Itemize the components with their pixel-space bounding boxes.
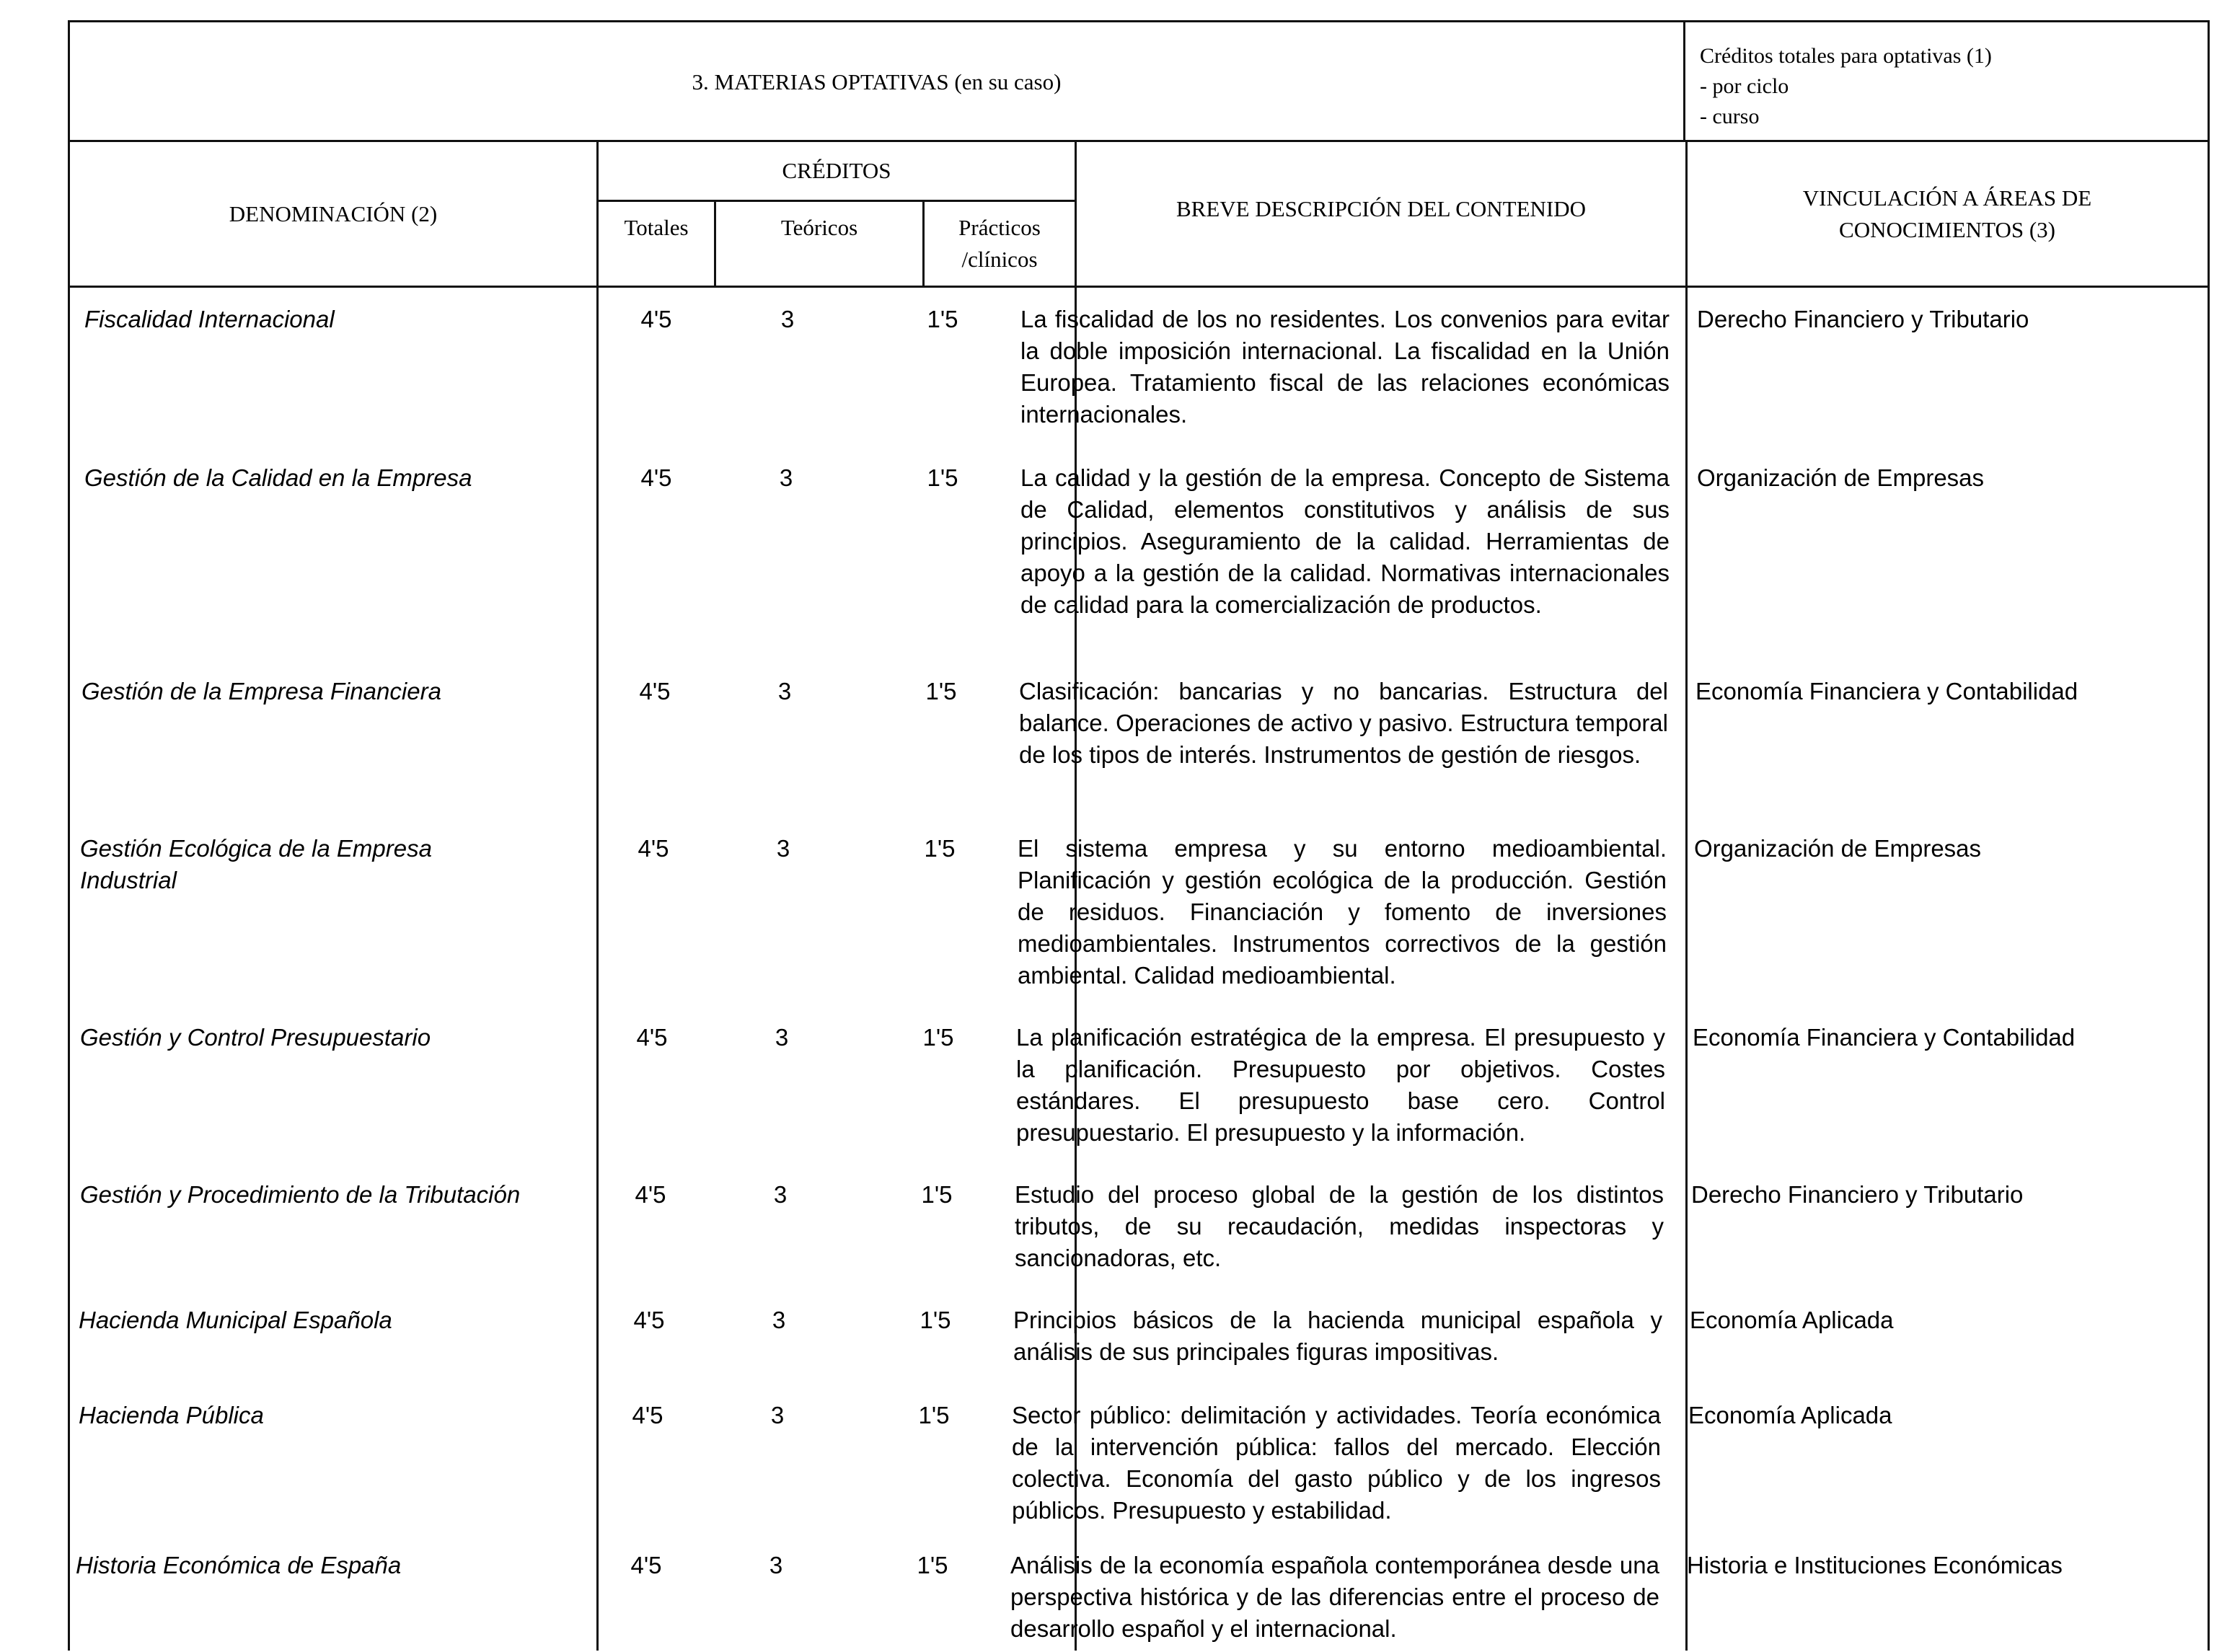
credits-totales: 4'5 bbox=[632, 1402, 663, 1428]
subject-description: La calidad y la gestión de la empresa. Concepto de Sistema de Calidad, elementos constitutivos y análisis de sus principios. Aseguramiento de la calidad. Herramientas de apoyo a la gestión de la calidad. Normativas internacionales de calidad para la comercialización de productos. bbox=[1020, 464, 1670, 618]
header-denominacion: DENOMINACIÓN (2) bbox=[229, 200, 438, 226]
subject-name: Historia Económica de España bbox=[76, 1552, 402, 1578]
credits-teoricos: 3 bbox=[772, 1307, 786, 1333]
credits-practicos: 1'5 bbox=[920, 1307, 951, 1333]
subject-name: Gestión de la Empresa Financiera bbox=[81, 678, 441, 704]
credits-total-info bbox=[1700, 41, 1992, 132]
subject-name: Gestión y Procedimiento de la Tributación bbox=[80, 1181, 521, 1208]
subject-description: La fiscalidad de los no residentes. Los convenios para evitar la doble imposición internacional. La fiscalidad en la Unión Europea. Tratamiento fiscal de las relaciones económicas internacionales. bbox=[1020, 306, 1670, 428]
credits-totales: 4'5 bbox=[633, 1307, 665, 1333]
table-title-row bbox=[68, 20, 2210, 140]
knowledge-area: Historia e Instituciones Económicas bbox=[1687, 1552, 2063, 1578]
subject-name: Gestión de la Calidad en la Empresa bbox=[84, 464, 472, 491]
knowledge-area: Derecho Financiero y Tributario bbox=[1697, 306, 2029, 332]
subject-description: Clasificación: bancarias y no bancarias. Estructura del balance. Operaciones de activo y pasivo. Estructura temporal de los tipos de interés. Instrumentos de gestión de riesgos. bbox=[1019, 678, 1668, 768]
credits-total-line: Créditos totales para optativas (1) bbox=[1700, 44, 1992, 68]
credits-practicos: 1'5 bbox=[925, 678, 957, 704]
subject-description: Principios básicos de la hacienda municipal española y análisis de sus principales figuras impositivas. bbox=[1013, 1307, 1662, 1365]
subject-description: Estudio del proceso global de la gestión de los distintos tributos, de su recaudación, medidas inspectoras y sancionadoras, etc. bbox=[1015, 1181, 1664, 1271]
credits-totales: 4'5 bbox=[640, 306, 672, 332]
credits-totales: 4'5 bbox=[638, 835, 669, 862]
knowledge-area: Organización de Empresas bbox=[1697, 464, 1985, 491]
credits-teoricos: 3 bbox=[775, 1024, 789, 1051]
credits-teoricos: 3 bbox=[770, 1402, 785, 1428]
header-descripcion: BREVE DESCRIPCIÓN DEL CONTENIDO bbox=[1176, 195, 1587, 221]
knowledge-area: Organización de Empresas bbox=[1694, 835, 1982, 862]
credits-practicos: 1'5 bbox=[917, 1552, 948, 1578]
knowledge-area: Economía Aplicada bbox=[1688, 1402, 1892, 1428]
header-practicos: Prácticos /clínicos bbox=[958, 215, 1041, 272]
credits-total-line: - curso bbox=[1700, 105, 1760, 128]
credits-teoricos: 3 bbox=[777, 678, 792, 704]
knowledge-area: Derecho Financiero y Tributario bbox=[1691, 1181, 2024, 1208]
header-totales: Totales bbox=[624, 215, 689, 240]
credits-practicos: 1'5 bbox=[921, 1181, 953, 1208]
credits-totales: 4'5 bbox=[636, 1024, 668, 1051]
credits-teoricos: 3 bbox=[776, 835, 790, 862]
knowledge-area: Economía Financiera y Contabilidad bbox=[1695, 678, 2078, 704]
header-creditos: CRÉDITOS bbox=[782, 158, 891, 183]
credits-totales: 4'5 bbox=[639, 678, 671, 704]
header-teoricos: Teóricos bbox=[780, 215, 858, 240]
column-header-row bbox=[68, 140, 2210, 288]
header-vinculacion: VINCULACIÓN A ÁREAS DE CONOCIMIENTOS (3) bbox=[1802, 185, 2092, 242]
subject-description: Análisis de la economía española contemporánea desde una perspectiva histórica y de las diferencias entre el proceso de desarrollo español y el internacional. bbox=[1010, 1552, 1659, 1642]
credits-teoricos: 3 bbox=[780, 306, 795, 332]
knowledge-area: Economía Financiera y Contabilidad bbox=[1693, 1024, 2076, 1051]
credits-practicos: 1'5 bbox=[924, 835, 956, 862]
subject-name: Gestión y Control Presupuestario bbox=[80, 1024, 431, 1051]
credits-practicos: 1'5 bbox=[922, 1024, 954, 1051]
credits-practicos: 1'5 bbox=[918, 1402, 950, 1428]
subject-name: Gestión Ecológica de la Empresa Industrial bbox=[80, 835, 432, 893]
credits-teoricos: 3 bbox=[769, 1552, 783, 1578]
document-table bbox=[68, 20, 2210, 1651]
credits-practicos: 1'5 bbox=[927, 464, 958, 491]
credits-teoricos: 3 bbox=[779, 464, 793, 491]
subject-description: La planificación estratégica de la empresa. El presupuesto y la planificación. Presupuesto por objetivos. Costes estándares. El presupuesto base cero. Control presupuestario. El presupuesto y la información. bbox=[1016, 1024, 1665, 1146]
credits-practicos: 1'5 bbox=[927, 306, 958, 332]
subject-name: Fiscalidad Internacional bbox=[84, 306, 335, 332]
knowledge-area: Economía Aplicada bbox=[1690, 1307, 1894, 1333]
credits-totales: 4'5 bbox=[635, 1181, 666, 1208]
credits-total-line: - por ciclo bbox=[1700, 74, 1789, 98]
subject-name: Hacienda Municipal Española bbox=[79, 1307, 392, 1333]
table-title: 3. MATERIAS OPTATIVAS (en su caso) bbox=[70, 22, 1685, 142]
subject-description: Sector público: delimitación y actividades. Teoría económica de la intervención pública: fallos del mercado. Elección colectiva. Economía del gasto público y de los ingresos públicos. Presupuesto y estabilidad. bbox=[1012, 1402, 1661, 1524]
subject-name: Hacienda Pública bbox=[79, 1402, 264, 1428]
table-body bbox=[68, 288, 2210, 1651]
credits-teoricos: 3 bbox=[773, 1181, 788, 1208]
subject-description: El sistema empresa y su entorno medioambiental. Planificación y gestión ecológica de la producción. Gestión de residuos. Financiación y fomento de inversiones medioambientales. Instrumentos correctivos de la gestión ambiental. Calidad medioambiental. bbox=[1018, 835, 1667, 989]
credits-totales: 4'5 bbox=[640, 464, 672, 491]
credits-totales: 4'5 bbox=[630, 1552, 662, 1578]
